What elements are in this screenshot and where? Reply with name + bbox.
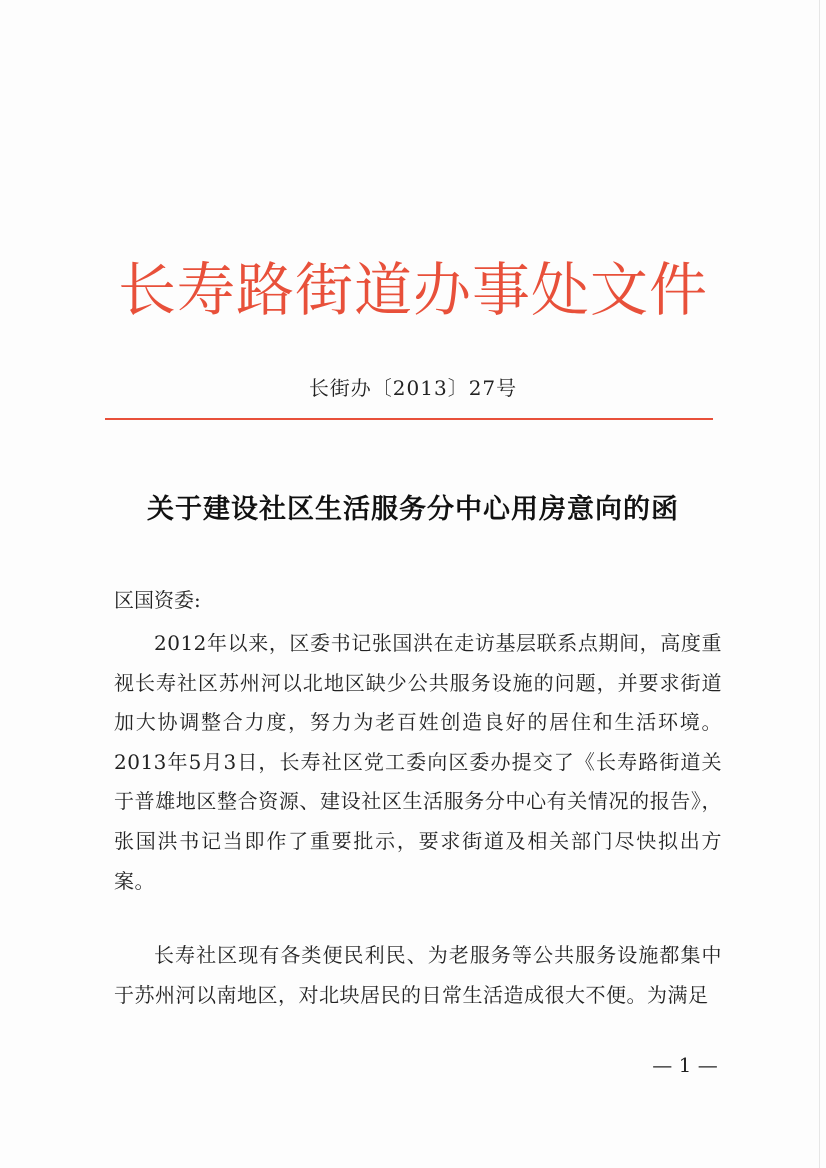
document-header: 长寿路街道办事处文件 — [117, 256, 708, 324]
document-number: 长街办〔2013〕27号 — [308, 376, 518, 400]
page-number: — 1 — — [652, 1053, 718, 1077]
body-paragraph-2: 长寿社区现有各类便民利民、为老服务等公共服务设施都集中于苏州河以南地区，对北块居民的日常生活造成很大不便。为满足 — [114, 943, 722, 1007]
body-paragraph-1: 2012年以来，区委书记张国洪在走访基层联系点期间，高度重视长寿社区苏州河以北地区缺少公共服务设施的问题，并要求街道加大协调整合力度，努力为老百姓创造良好的居住和生活环境。2013年5月3日，长寿社区党工委向区委办提交了《长寿路街道关于普雄地区整合资源、建设社区生活服务分中心有关情况的报告》，张国洪书记当即作了重要批示，要求街道及相关部门尽快拟出方案。 — [114, 631, 722, 893]
page-edge — [819, 0, 820, 1168]
header-divider — [105, 418, 713, 420]
salutation: 区国资委: — [114, 588, 201, 612]
document-title: 关于建设社区生活服务分中心用房意向的函 — [147, 494, 679, 525]
